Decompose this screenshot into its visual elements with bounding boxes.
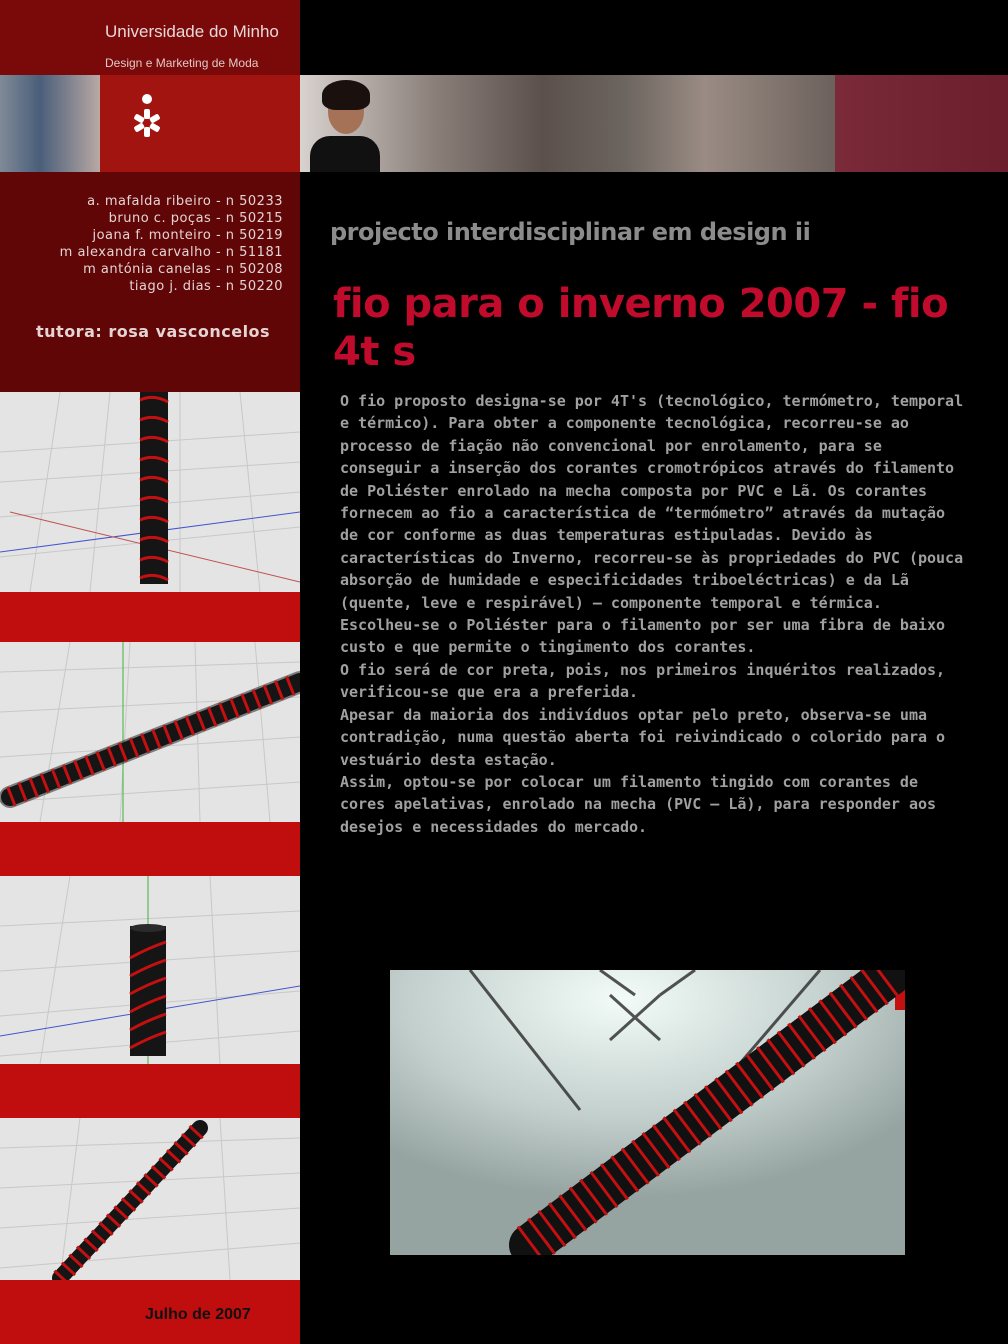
project-subtitle: projecto interdisciplinar em design ii bbox=[330, 218, 811, 246]
description-paragraph: O fio será de cor preta, pois, nos primeiros inquéritos realizados, verificou-se que era a preferida. bbox=[340, 660, 946, 702]
course-name: Design e Marketing de Moda bbox=[105, 56, 259, 70]
team-member: a. mafalda ribeiro - n 50233 bbox=[87, 194, 283, 209]
description-paragraph: Apesar da maioria dos indivíduos optar pelo preto, observa-se uma contradição, numa questão aberta foi reivindicado o colorido para o vestuário desta estação. bbox=[340, 705, 946, 769]
red-band bbox=[0, 822, 300, 876]
yarn-render-4 bbox=[0, 1118, 300, 1280]
team-member: m alexandra carvalho - n 51181 bbox=[59, 245, 283, 260]
model-photo bbox=[310, 80, 380, 172]
team-member: m antónia canelas - n 50208 bbox=[83, 262, 283, 277]
team-member: tiago j. dias - n 50220 bbox=[129, 279, 283, 294]
yarn-render-2 bbox=[0, 642, 300, 822]
yarn-render-3 bbox=[0, 876, 300, 1064]
description bbox=[340, 390, 970, 838]
team-member: joana f. monteiro - n 50219 bbox=[92, 228, 283, 243]
model-shirt bbox=[310, 136, 380, 172]
team-member: bruno c. poças - n 50215 bbox=[108, 211, 283, 226]
yarn-render-2-graphic bbox=[0, 642, 300, 822]
model-hair bbox=[322, 80, 370, 110]
header bbox=[0, 0, 1008, 75]
banner-photo bbox=[300, 75, 840, 172]
yarn-photo bbox=[390, 970, 905, 1255]
project-title: fio para o inverno 2007 - fio 4t s bbox=[333, 281, 949, 375]
date-label: Julho de 2007 bbox=[145, 1306, 251, 1323]
yarn-render-1 bbox=[0, 392, 300, 592]
tutor-name: tutora: rosa vasconcelos bbox=[36, 322, 271, 341]
yarn-render-3-graphic bbox=[0, 876, 300, 1064]
yarn-render-4-graphic bbox=[0, 1118, 300, 1280]
university-name: Universidade do Minho bbox=[105, 22, 279, 41]
banner-blurred-photo bbox=[0, 75, 100, 172]
uminho-logo-icon bbox=[100, 75, 300, 172]
description-paragraph: Assim, optou-se por colocar um filamento tingido com corantes de cores apelativas, enrolado na mecha (PVC – Lã), para responder aos desejos e necessidades do mercado. bbox=[340, 772, 937, 836]
photo-banner bbox=[0, 75, 1008, 172]
red-band bbox=[0, 1064, 300, 1118]
yarn-render-1-graphic bbox=[0, 392, 300, 592]
banner-red-photo bbox=[835, 75, 1008, 172]
team-panel bbox=[0, 172, 300, 392]
red-band bbox=[0, 592, 300, 642]
logo-box bbox=[100, 75, 300, 172]
yarn-photo-graphic bbox=[390, 970, 905, 1255]
description-paragraph: O fio proposto designa-se por 4T's (tecnológico, termómetro, temporal e térmico). Para obter a componente tecnológica, recorreu-se ao processo de fiação não convencional por enrolamento, para se conseguir a inserção dos corantes cromotrópicos através do filamento de Poliéster enrolado na mecha composta por PVC e Lã. Os corantes fornecem ao fio a característica de “termómetro” através da mutação de cor conforme as duas temperaturas estipuladas. Devido às características do Inverno, recorreu-se às propriedades do PVC (pouca absorção de humidade e especificidades triboeléctricas) e da Lã (quente, leve e respirável) – componente temporal e térmica. Escolheu-se o Poliéster para o filamento por ser uma fibra de baixo custo e que permite o tingimento dos corantes. bbox=[340, 392, 964, 657]
